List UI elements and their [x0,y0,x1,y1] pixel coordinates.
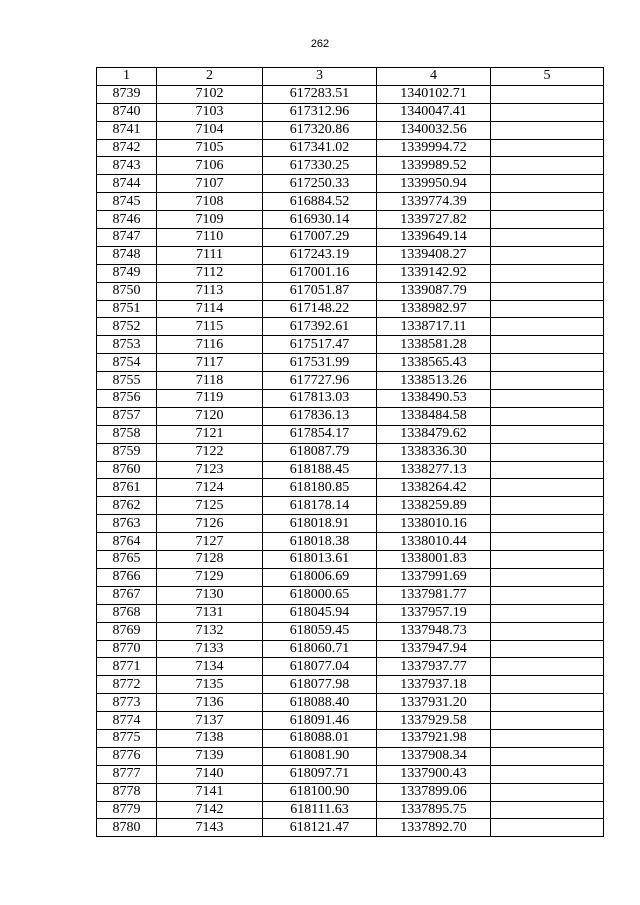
table-header-row [97,68,604,86]
column-header: 4 [377,68,491,86]
table-cell-col-1: 8766 [97,568,157,586]
table-cell-col-4: 1337947.94 [377,640,491,658]
table-cell-col-1: 8770 [97,640,157,658]
table-row [97,461,604,479]
table-cell-col-2: 7125 [157,497,263,515]
table-row [97,372,604,390]
table-cell-col-3: 618111.63 [263,801,377,819]
table-cell-col-2: 7110 [157,229,263,247]
table-cell-col-5 [491,604,604,622]
table-cell-col-2: 7133 [157,640,263,658]
table-row [97,783,604,801]
table-cell-col-3: 618088.01 [263,729,377,747]
table-cell-col-3: 618077.04 [263,658,377,676]
table-cell-col-5 [491,765,604,783]
table-cell-col-1: 8771 [97,658,157,676]
table-cell-col-2: 7127 [157,533,263,551]
table-row [97,157,604,175]
table-cell-col-5 [491,783,604,801]
table-cell-col-1: 8760 [97,461,157,479]
table-cell-col-1: 8759 [97,443,157,461]
table-cell-col-2: 7138 [157,729,263,747]
table-cell-col-3: 618018.91 [263,515,377,533]
table-cell-col-5 [491,264,604,282]
table-cell-col-2: 7108 [157,193,263,211]
table-cell-col-4: 1339989.52 [377,157,491,175]
table-cell-col-5 [491,622,604,640]
table-cell-col-3: 618091.46 [263,712,377,730]
table-cell-col-1: 8767 [97,586,157,604]
table-cell-col-3: 618081.90 [263,747,377,765]
table-cell-col-5 [491,801,604,819]
table-cell-col-5 [491,282,604,300]
table-cell-col-2: 7142 [157,801,263,819]
table-cell-col-5 [491,568,604,586]
table-cell-col-5 [491,497,604,515]
table-cell-col-5 [491,157,604,175]
table-cell-col-3: 618059.45 [263,622,377,640]
coordinates-table [96,67,604,837]
table-cell-col-3: 617320.86 [263,121,377,139]
table-row [97,801,604,819]
table-cell-col-5 [491,515,604,533]
table-cell-col-1: 8749 [97,264,157,282]
table-cell-col-3: 617148.22 [263,300,377,318]
table-cell-col-2: 7134 [157,658,263,676]
table-cell-col-5 [491,533,604,551]
table-cell-col-1: 8761 [97,479,157,497]
table-cell-col-3: 618188.45 [263,461,377,479]
table-cell-col-1: 8750 [97,282,157,300]
table-cell-col-1: 8754 [97,354,157,372]
table-cell-col-2: 7116 [157,336,263,354]
table-cell-col-2: 7130 [157,586,263,604]
table-row [97,658,604,676]
table-cell-col-4: 1339994.72 [377,139,491,157]
table-cell-col-5 [491,211,604,229]
table-row [97,390,604,408]
table-cell-col-3: 616884.52 [263,193,377,211]
table-cell-col-2: 7114 [157,300,263,318]
table-row [97,229,604,247]
table-cell-col-4: 1337899.06 [377,783,491,801]
table-cell-col-2: 7139 [157,747,263,765]
table-cell-col-1: 8765 [97,551,157,569]
table-cell-col-5 [491,658,604,676]
table-cell-col-1: 8757 [97,407,157,425]
table-row [97,193,604,211]
table-cell-col-4: 1338010.16 [377,515,491,533]
table-cell-col-1: 8776 [97,747,157,765]
table-cell-col-4: 1339950.94 [377,175,491,193]
table-cell-col-1: 8762 [97,497,157,515]
table-cell-col-5 [491,712,604,730]
table-cell-col-5 [491,318,604,336]
table-cell-col-4: 1339408.27 [377,246,491,264]
table-cell-col-4: 1337957.19 [377,604,491,622]
table-cell-col-4: 1338264.42 [377,479,491,497]
table-cell-col-4: 1339774.39 [377,193,491,211]
table-cell-col-5 [491,354,604,372]
table-cell-col-4: 1338581.28 [377,336,491,354]
table-cell-col-5 [491,819,604,837]
table-cell-col-4: 1337908.34 [377,747,491,765]
table-cell-col-1: 8756 [97,390,157,408]
table-cell-col-2: 7103 [157,103,263,121]
table-row [97,211,604,229]
table-cell-col-4: 1337948.73 [377,622,491,640]
table-cell-col-4: 1337937.77 [377,658,491,676]
table-cell-col-3: 616930.14 [263,211,377,229]
table-cell-col-4: 1338479.62 [377,425,491,443]
table-cell-col-2: 7120 [157,407,263,425]
table-cell-col-1: 8741 [97,121,157,139]
table-cell-col-4: 1340047.41 [377,103,491,121]
table-cell-col-2: 7106 [157,157,263,175]
table-row [97,479,604,497]
table-cell-col-2: 7105 [157,139,263,157]
table-cell-col-1: 8742 [97,139,157,157]
table-cell-col-5 [491,586,604,604]
table-row [97,765,604,783]
table-cell-col-4: 1338277.13 [377,461,491,479]
table-cell-col-2: 7123 [157,461,263,479]
table-cell-col-1: 8779 [97,801,157,819]
table-cell-col-1: 8747 [97,229,157,247]
table-cell-col-3: 617531.99 [263,354,377,372]
table-cell-col-2: 7109 [157,211,263,229]
table-cell-col-3: 617341.02 [263,139,377,157]
table-cell-col-4: 1338001.83 [377,551,491,569]
table-cell-col-1: 8763 [97,515,157,533]
table-cell-col-1: 8768 [97,604,157,622]
table-cell-col-2: 7136 [157,694,263,712]
table-cell-col-4: 1338982.97 [377,300,491,318]
table-row [97,246,604,264]
table-row [97,264,604,282]
table-cell-col-5 [491,175,604,193]
column-header: 1 [97,68,157,86]
table-cell-col-1: 8769 [97,622,157,640]
table-cell-col-3: 618097.71 [263,765,377,783]
table-cell-col-4: 1337921.98 [377,729,491,747]
table-cell-col-2: 7104 [157,121,263,139]
table-cell-col-3: 617001.16 [263,264,377,282]
table-cell-col-1: 8745 [97,193,157,211]
table-cell-col-1: 8743 [97,157,157,175]
table-cell-col-4: 1339727.82 [377,211,491,229]
table-cell-col-5 [491,193,604,211]
table-cell-col-2: 7112 [157,264,263,282]
table-cell-col-3: 618100.90 [263,783,377,801]
table-cell-col-3: 618000.65 [263,586,377,604]
table-cell-col-5 [491,551,604,569]
table-cell-col-3: 617007.29 [263,229,377,247]
table-cell-col-3: 618088.40 [263,694,377,712]
table-cell-col-5 [491,407,604,425]
table-cell-col-1: 8752 [97,318,157,336]
table-cell-col-3: 617250.33 [263,175,377,193]
table-cell-col-2: 7118 [157,372,263,390]
table-cell-col-1: 8780 [97,819,157,837]
table-cell-col-4: 1338010.44 [377,533,491,551]
table-row [97,336,604,354]
table-cell-col-4: 1337892.70 [377,819,491,837]
table-cell-col-3: 618045.94 [263,604,377,622]
table-cell-col-4: 1337981.77 [377,586,491,604]
table-cell-col-5 [491,461,604,479]
table-row [97,819,604,837]
table-cell-col-4: 1338490.53 [377,390,491,408]
table-cell-col-4: 1337937.18 [377,676,491,694]
table-cell-col-3: 617283.51 [263,85,377,103]
table-cell-col-3: 618087.79 [263,443,377,461]
table-cell-col-1: 8758 [97,425,157,443]
page-number: 262 [310,38,330,50]
table-cell-col-1: 8775 [97,729,157,747]
table-cell-col-2: 7113 [157,282,263,300]
table-cell-col-1: 8773 [97,694,157,712]
table-cell-col-5 [491,336,604,354]
table-cell-col-5 [491,85,604,103]
table-row [97,604,604,622]
table-row [97,282,604,300]
table-row [97,85,604,103]
table-cell-col-5 [491,747,604,765]
table-cell-col-4: 1337931.20 [377,694,491,712]
table-cell-col-5 [491,390,604,408]
table-cell-col-1: 8777 [97,765,157,783]
table-row [97,318,604,336]
table-cell-col-2: 7124 [157,479,263,497]
column-header: 2 [157,68,263,86]
table-cell-col-2: 7141 [157,783,263,801]
table-cell-col-1: 8778 [97,783,157,801]
table-cell-col-5 [491,246,604,264]
table-row [97,729,604,747]
table-cell-col-3: 618077.98 [263,676,377,694]
table-cell-col-3: 617854.17 [263,425,377,443]
table-cell-col-4: 1337991.69 [377,568,491,586]
table-cell-col-3: 618178.14 [263,497,377,515]
table-cell-col-5 [491,640,604,658]
table-cell-col-2: 7129 [157,568,263,586]
table-cell-col-4: 1338484.58 [377,407,491,425]
table-row [97,551,604,569]
table-cell-col-4: 1338336.30 [377,443,491,461]
table-cell-col-4: 1338513.26 [377,372,491,390]
table-cell-col-2: 7131 [157,604,263,622]
table-cell-col-2: 7115 [157,318,263,336]
table-cell-col-3: 617517.47 [263,336,377,354]
table-cell-col-2: 7122 [157,443,263,461]
column-header: 5 [491,68,604,86]
table-cell-col-5 [491,103,604,121]
table-cell-col-1: 8755 [97,372,157,390]
table-cell-col-5 [491,479,604,497]
table-cell-col-4: 1337900.43 [377,765,491,783]
table-cell-col-4: 1340102.71 [377,85,491,103]
table-cell-col-1: 8746 [97,211,157,229]
table-row [97,712,604,730]
table-body [97,85,604,836]
table-cell-col-1: 8748 [97,246,157,264]
table-row [97,533,604,551]
table-cell-col-4: 1338717.11 [377,318,491,336]
table-cell-col-5 [491,694,604,712]
table-cell-col-3: 617836.13 [263,407,377,425]
column-header: 3 [263,68,377,86]
table-cell-col-4: 1338565.43 [377,354,491,372]
table-cell-col-3: 617051.87 [263,282,377,300]
table-row [97,640,604,658]
table-cell-col-1: 8744 [97,175,157,193]
table-row [97,515,604,533]
table-cell-col-2: 7119 [157,390,263,408]
table-row [97,694,604,712]
table-cell-col-1: 8751 [97,300,157,318]
table-cell-col-5 [491,372,604,390]
table-row [97,139,604,157]
table-cell-col-5 [491,300,604,318]
table-cell-col-5 [491,229,604,247]
table-cell-col-3: 617392.61 [263,318,377,336]
table-row [97,568,604,586]
table-cell-col-5 [491,425,604,443]
table-cell-col-2: 7102 [157,85,263,103]
table-cell-col-4: 1337929.58 [377,712,491,730]
table-cell-col-2: 7121 [157,425,263,443]
table-cell-col-2: 7137 [157,712,263,730]
table-row [97,103,604,121]
table-cell-col-2: 7128 [157,551,263,569]
table-row [97,300,604,318]
table-cell-col-3: 618060.71 [263,640,377,658]
table-cell-col-2: 7143 [157,819,263,837]
table-row [97,354,604,372]
table-cell-col-4: 1339649.14 [377,229,491,247]
table-row [97,425,604,443]
table-cell-col-4: 1337895.75 [377,801,491,819]
table-cell-col-1: 8740 [97,103,157,121]
table-cell-col-3: 618121.47 [263,819,377,837]
table-cell-col-3: 617243.19 [263,246,377,264]
table-cell-col-5 [491,443,604,461]
table-cell-col-5 [491,676,604,694]
table-cell-col-2: 7107 [157,175,263,193]
table-row [97,676,604,694]
table-cell-col-4: 1339142.92 [377,264,491,282]
table-row [97,121,604,139]
table-cell-col-2: 7132 [157,622,263,640]
table-cell-col-2: 7135 [157,676,263,694]
table-cell-col-4: 1339087.79 [377,282,491,300]
table-cell-col-5 [491,139,604,157]
table-row [97,443,604,461]
table-row [97,407,604,425]
table-cell-col-2: 7111 [157,246,263,264]
table-row [97,175,604,193]
table-cell-col-1: 8774 [97,712,157,730]
table-row [97,622,604,640]
table-cell-col-3: 618018.38 [263,533,377,551]
table-cell-col-5 [491,729,604,747]
table-cell-col-3: 618013.61 [263,551,377,569]
table-cell-col-3: 617312.96 [263,103,377,121]
table-cell-col-3: 618006.69 [263,568,377,586]
table-cell-col-3: 617330.25 [263,157,377,175]
table-cell-col-2: 7126 [157,515,263,533]
table-row [97,497,604,515]
table-cell-col-3: 617727.96 [263,372,377,390]
table-cell-col-4: 1338259.89 [377,497,491,515]
table-cell-col-1: 8739 [97,85,157,103]
table-cell-col-2: 7117 [157,354,263,372]
table-cell-col-3: 618180.85 [263,479,377,497]
table-cell-col-3: 617813.03 [263,390,377,408]
table-cell-col-2: 7140 [157,765,263,783]
table-row [97,747,604,765]
table-cell-col-4: 1340032.56 [377,121,491,139]
table-cell-col-5 [491,121,604,139]
table-cell-col-1: 8772 [97,676,157,694]
table-cell-col-1: 8753 [97,336,157,354]
table-row [97,586,604,604]
table-cell-col-1: 8764 [97,533,157,551]
